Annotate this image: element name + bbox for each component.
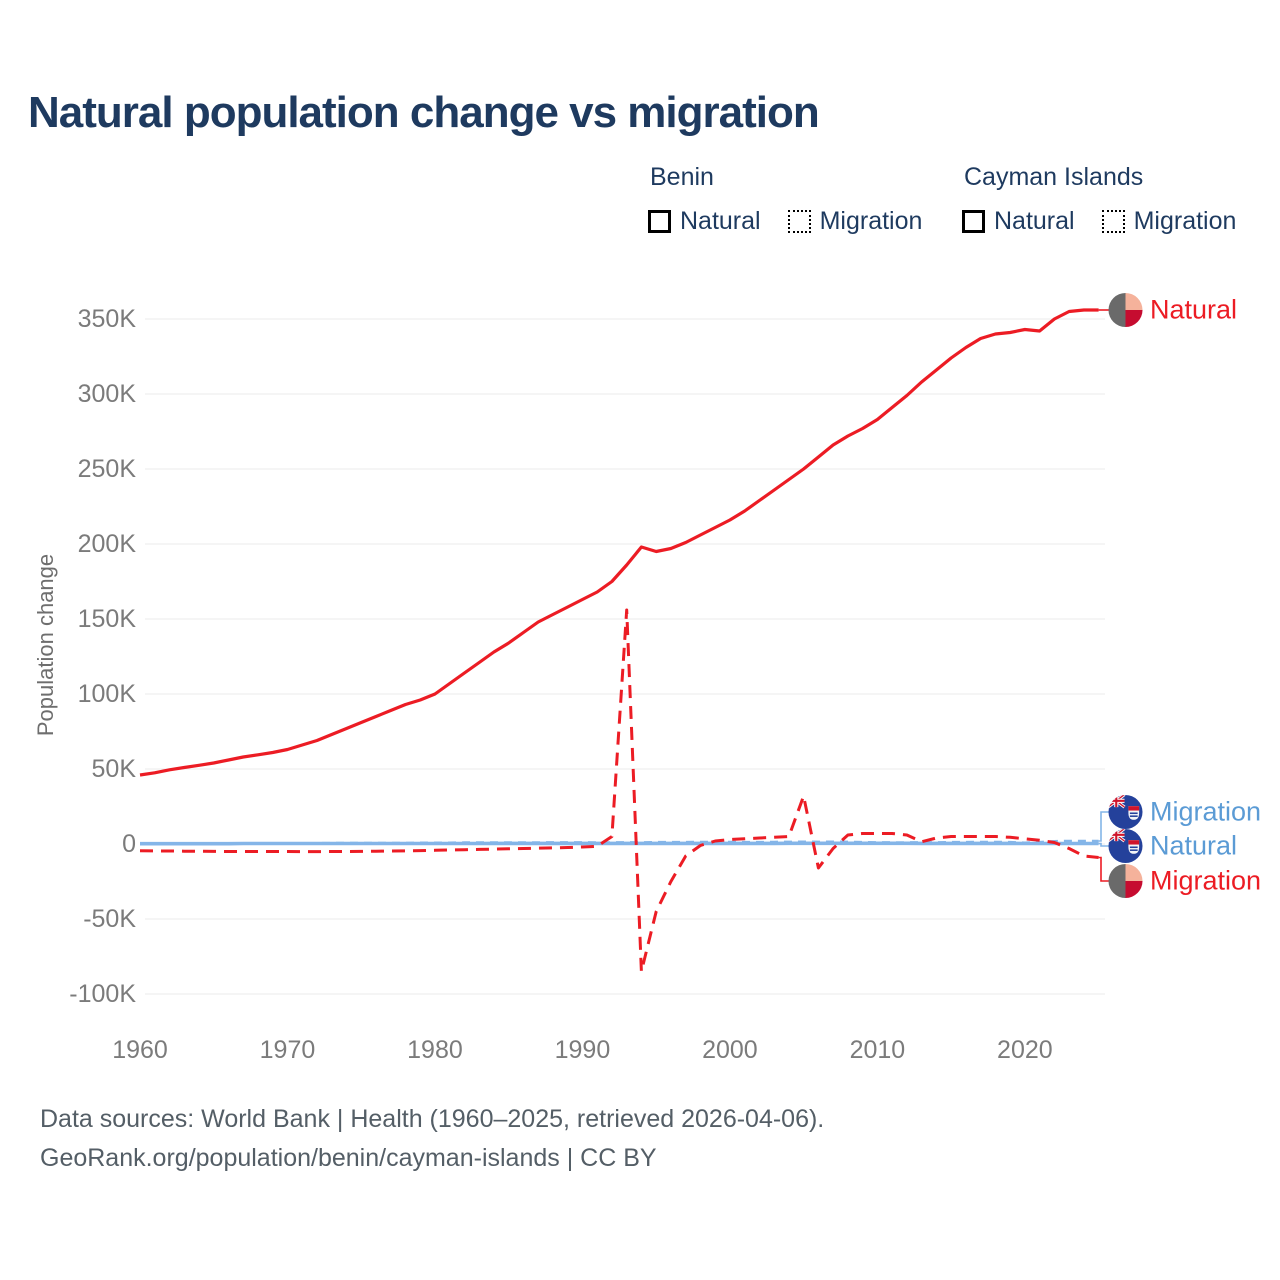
series-end-label-text: Natural [1150, 830, 1238, 861]
legend-label-cayman-natural: Natural [994, 207, 1075, 235]
legend-label-benin-natural: Natural [680, 207, 761, 235]
series-end-label-cayman-natural[interactable] [1108, 829, 1237, 864]
legend-group-benin [648, 163, 922, 236]
series-end-label-text: Natural [1150, 294, 1238, 325]
legend-group-benin-items [648, 207, 922, 236]
legend-label-benin-migration: Migration [819, 207, 923, 235]
series-line-benin_migration [140, 610, 1099, 972]
legend-swatch-benin-migration [788, 210, 811, 233]
footer-line-1: Data sources: World Bank | Health (1960–2025, retrieved 2026-04-06). [40, 1105, 825, 1133]
y-axis-tick-label: 100K [77, 680, 136, 708]
legend-group-cayman-islands [962, 163, 1236, 236]
legend-item-benin-migration[interactable] [788, 207, 923, 236]
y-axis-tick-label: 0 [122, 830, 136, 858]
y-axis-tick-label: -100K [69, 980, 136, 1008]
series-line-benin_natural [140, 310, 1099, 775]
benin-flag-icon [1108, 864, 1143, 899]
legend-item-cayman-natural[interactable] [962, 207, 1075, 236]
legend-label-cayman-migration: Migration [1133, 207, 1237, 235]
y-axis-tick-label: 250K [77, 455, 136, 483]
y-axis-title: Population change [33, 553, 58, 737]
page-title: Natural population change vs migration [28, 88, 819, 137]
series-end-label-cayman-migration[interactable] [1108, 795, 1261, 830]
series-end-label-text: Migration [1150, 796, 1262, 827]
y-axis-tick-label: 50K [91, 755, 136, 783]
data-source-footer [40, 1100, 824, 1178]
cayman-flag-icon [1108, 829, 1143, 864]
series-end-label-benin-migration[interactable] [1108, 864, 1261, 899]
x-axis-tick-label: 2010 [849, 1036, 906, 1064]
x-axis-tick-label: 1990 [554, 1036, 611, 1064]
series-end-label-text: Migration [1150, 865, 1262, 896]
x-axis-tick-label: 1970 [259, 1036, 316, 1064]
x-axis-tick-label: 2000 [702, 1036, 758, 1064]
benin-flag-icon [1108, 293, 1143, 328]
y-axis-tick-label: 150K [77, 605, 136, 633]
legend-group-cayman-items [962, 207, 1236, 236]
y-axis-tick-label: 350K [77, 305, 136, 333]
series-line-cayman_migration [140, 841, 1099, 844]
y-axis-tick-label: 300K [77, 380, 136, 408]
legend-swatch-cayman-migration [1102, 210, 1125, 233]
footer-line-2: GeoRank.org/population/benin/cayman-islands | CC BY [40, 1144, 657, 1172]
x-axis-tick-label: 1980 [407, 1036, 463, 1064]
legend-item-cayman-migration[interactable] [1102, 207, 1237, 236]
x-axis-tick-label: 1960 [112, 1036, 168, 1064]
x-axis-tick-label: 2020 [997, 1036, 1053, 1064]
cayman-flag-icon [1108, 795, 1143, 830]
legend-group-benin-name: Benin [650, 163, 714, 191]
legend-swatch-cayman-natural [962, 210, 985, 233]
y-axis-tick-label: 200K [77, 530, 136, 558]
legend-group-cayman-name: Cayman Islands [964, 163, 1144, 191]
legend-item-benin-natural[interactable] [648, 207, 761, 236]
series-end-label-benin-natural[interactable] [1108, 293, 1237, 328]
y-axis-tick-label: -50K [83, 905, 136, 933]
legend-swatch-benin-natural [648, 210, 671, 233]
